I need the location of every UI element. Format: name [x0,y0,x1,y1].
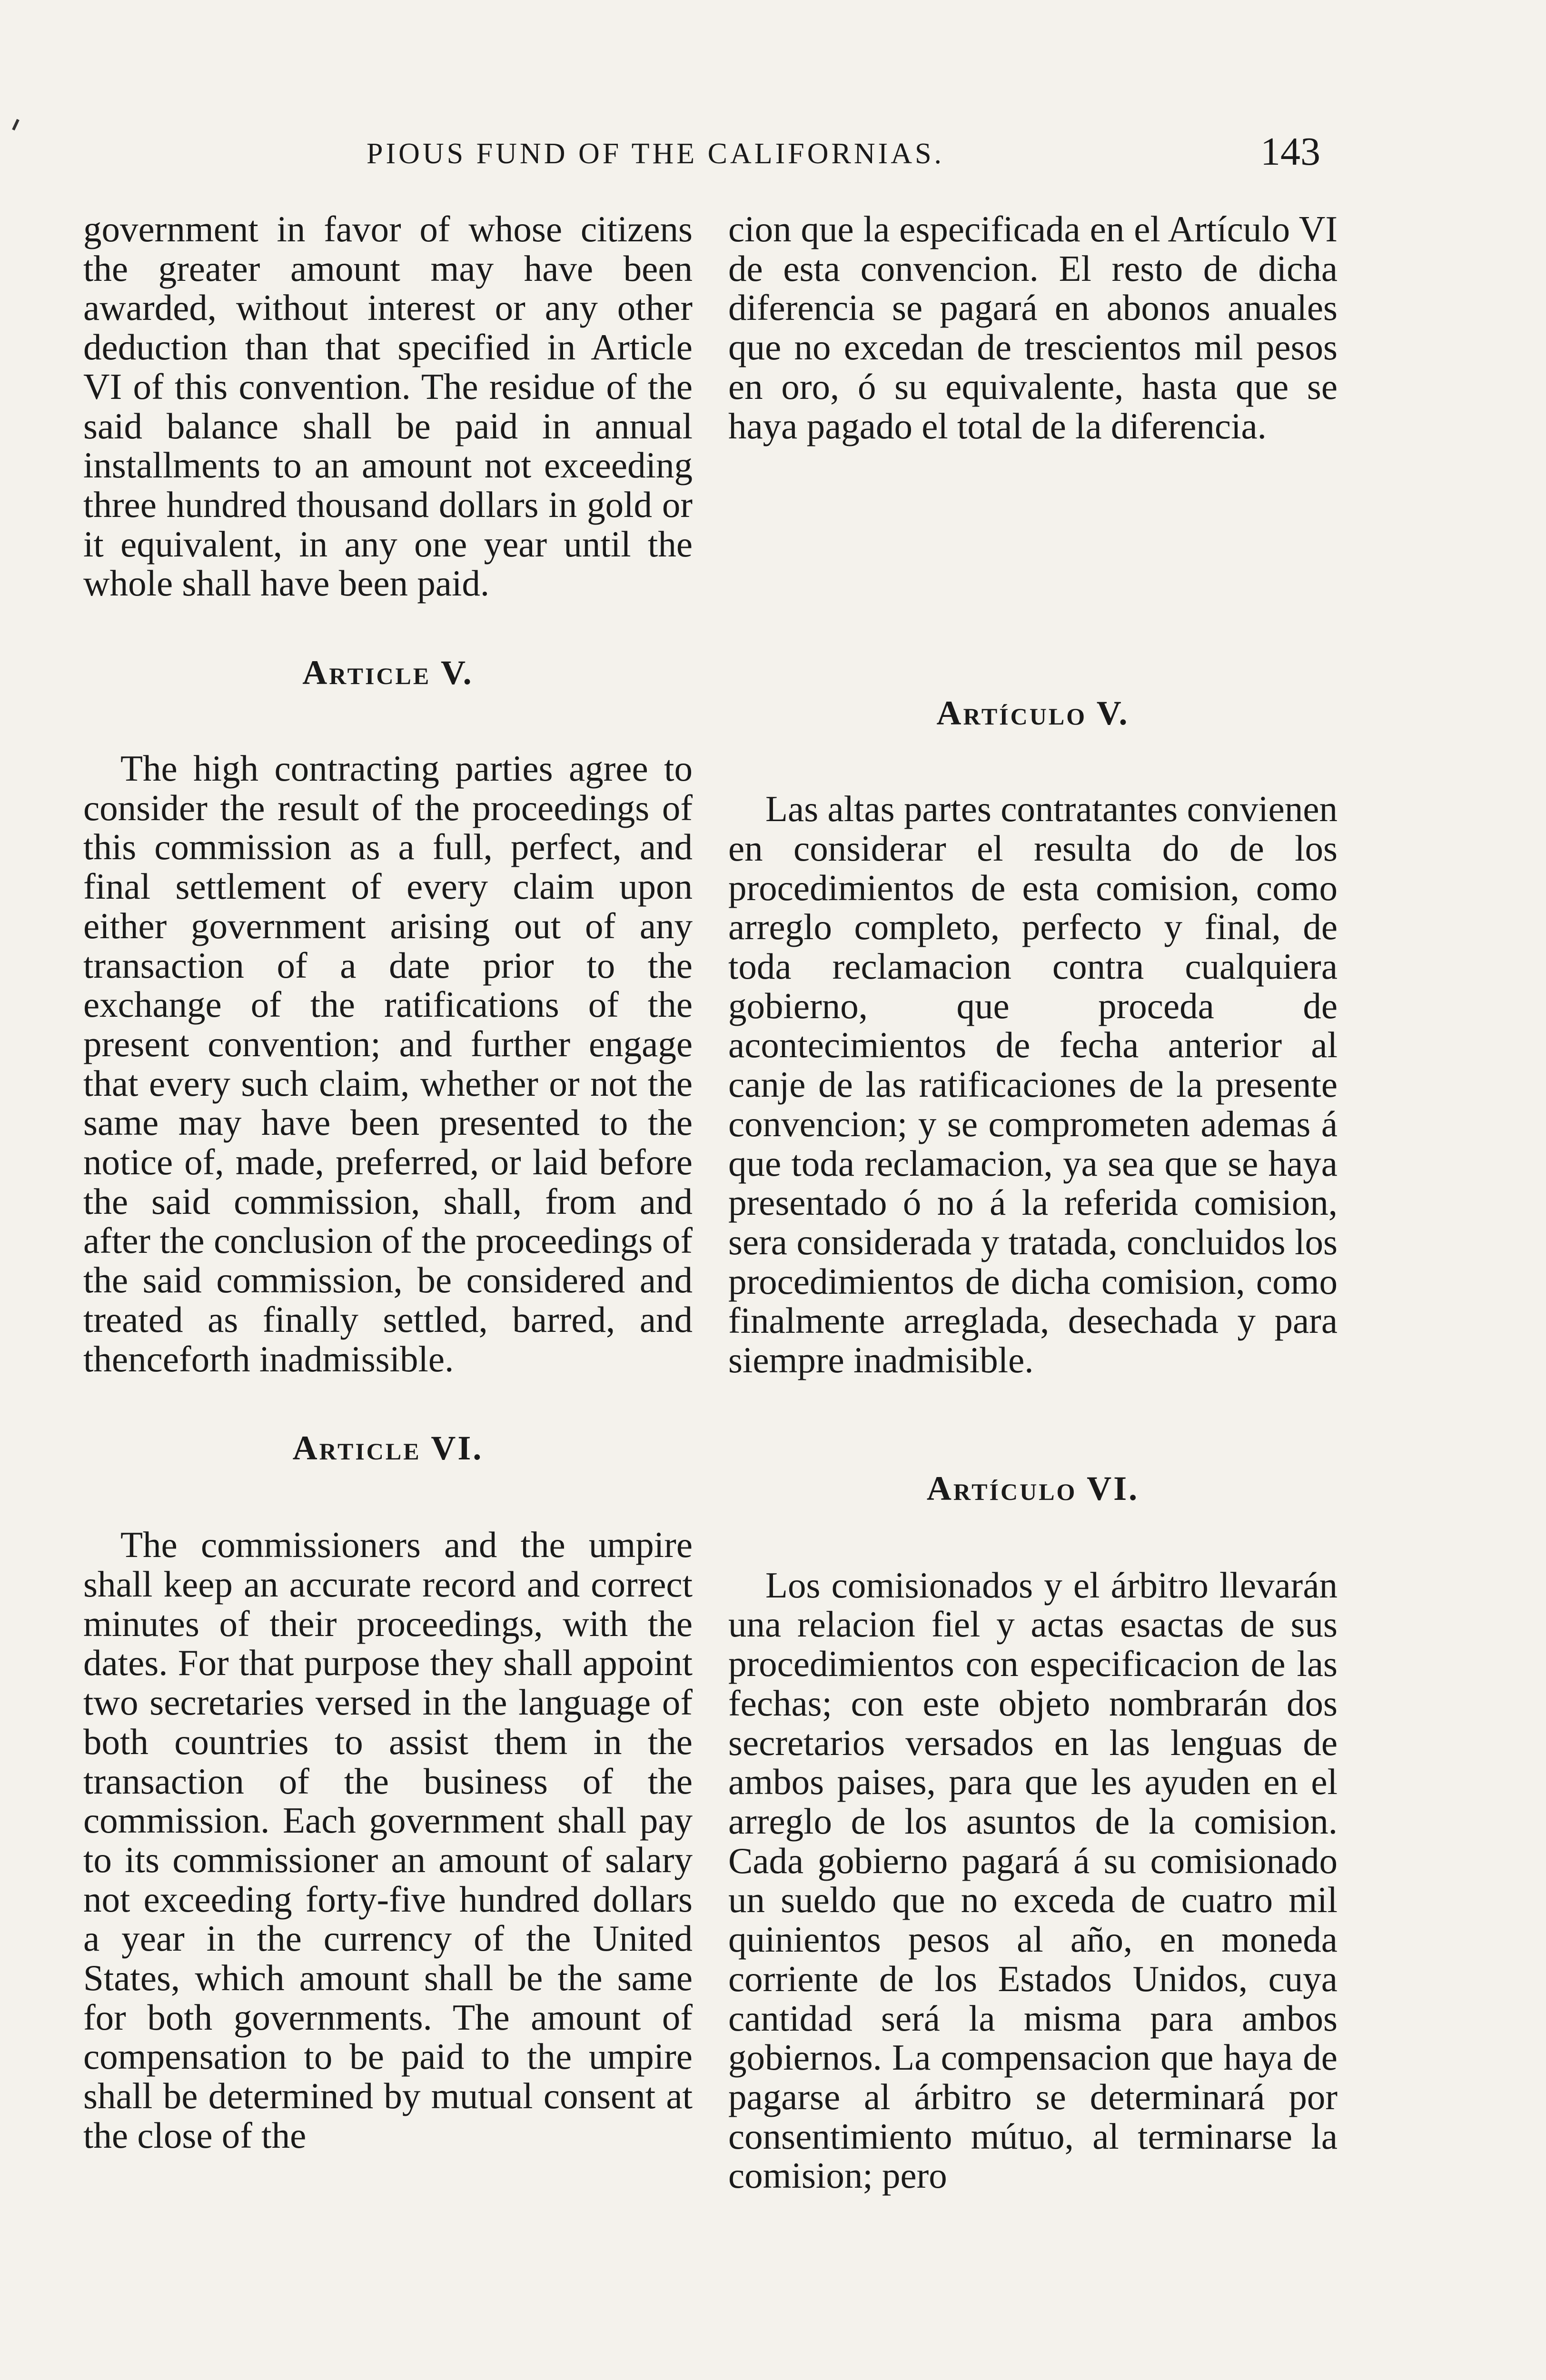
spanish-column [728,209,1338,2195]
spanish-paragraph-continuation: cion que la especificada en el Artículo VI de esta convencion. El resto de dicha diferencia se pagará en abonos anuales que no excedan de trescientos mil pesos en oro, ó su equivalente, hasta que se haya pagado el total de la diferencia. [728,208,1338,446]
english-column [83,209,693,2155]
page-header [0,129,1546,176]
spanish-paragraph-articulo-vi: Los comisionados y el árbitro llevarán una relacion fiel y actas esactas de sus procedimientos con especificacion de las fechas; con este objeto nombrarán dos secretarios versados en las lenguas de ambos paises, para que les ayuden en el arreglo de los asuntos de la comision. Cada gobierno pagará á su comisionado un sueldo que no exceda de cuatro mil quinientos pesos al año, en moneda corriente de los Estados Unidos, cuya cantidad será la misma para ambos gobiernos. La compensacion que haya de pagarse al árbitro se determinará por consentimiento mútuo, al terminarse la comision; pero [728,1564,1338,2196]
english-paragraph-continuation: government in favor of whose citizens the greater amount may have been awarded, without interest or any other deduction than that specified in Article VI of this convention. The residue of the said balance shall be paid in annual installments to an amount not exceeding three hundred thousand dollars in gold or it equivalent, in any one year until the whole shall have been paid. [83,208,693,604]
page-number: 143 [1260,129,1320,174]
english-paragraph-article-v: The high contracting parties agree to consider the result of the proceedings of this commission as a full, perfect, and final settlement of every claim upon either government arising out of any transaction of a date prior to the exchange of the ratifications of the present convention; and further engage that every such claim, whether or not the same may have been presented to the notice of, made, preferred, or laid before the said commission, shall, from and after the conclusion of the proceedings of the said commission, be considered and treated as finally settled, barred, and thenceforth inadmissible. [83,748,693,1379]
running-head: PIOUS FUND OF THE CALIFORNIAS. [367,138,945,170]
english-heading-article-vi: Article VI. [292,1429,484,1468]
english-paragraph-article-vi: The commissioners and the umpire shall keep an accurate record and correct minutes of their proceedings, with the dates. For that purpose they shall appoint two secretaries versed in the language of both countries to assist them in the transaction of the business of the commission. Each government shall pay to its commissioner an amount of salary not exceeding forty-five hundred dollars a year in the currency of the United States, which amount shall be the same for both governments. The amount of compensation to be paid to the umpire shall be determined by mutual consent at the close of the [83,1524,693,2156]
spanish-heading-articulo-v: Artículo V. [936,694,1130,733]
english-heading-article-v: Article V. [302,654,474,692]
spanish-heading-articulo-vi: Artículo VI. [926,1469,1140,1507]
spanish-paragraph-articulo-v: Las altas partes contratantes convienen en considerar el resulta do de los procedimientos de esta comision, como arreglo completo, perfecto y final, de toda reclamacion contra cualquiera gobierno, que proceda de acontecimientos de fecha anterior al canje de las ratificaciones de la presente convencion; y se comprometen ademas á que toda reclamacion, ya sea que se haya presentado ó no á la referida comision, sera considerada y tratada, concluidos los procedimientos de dicha comision, como finalmente arreglada, desechada y para siempre inadmisible. [728,788,1338,1381]
